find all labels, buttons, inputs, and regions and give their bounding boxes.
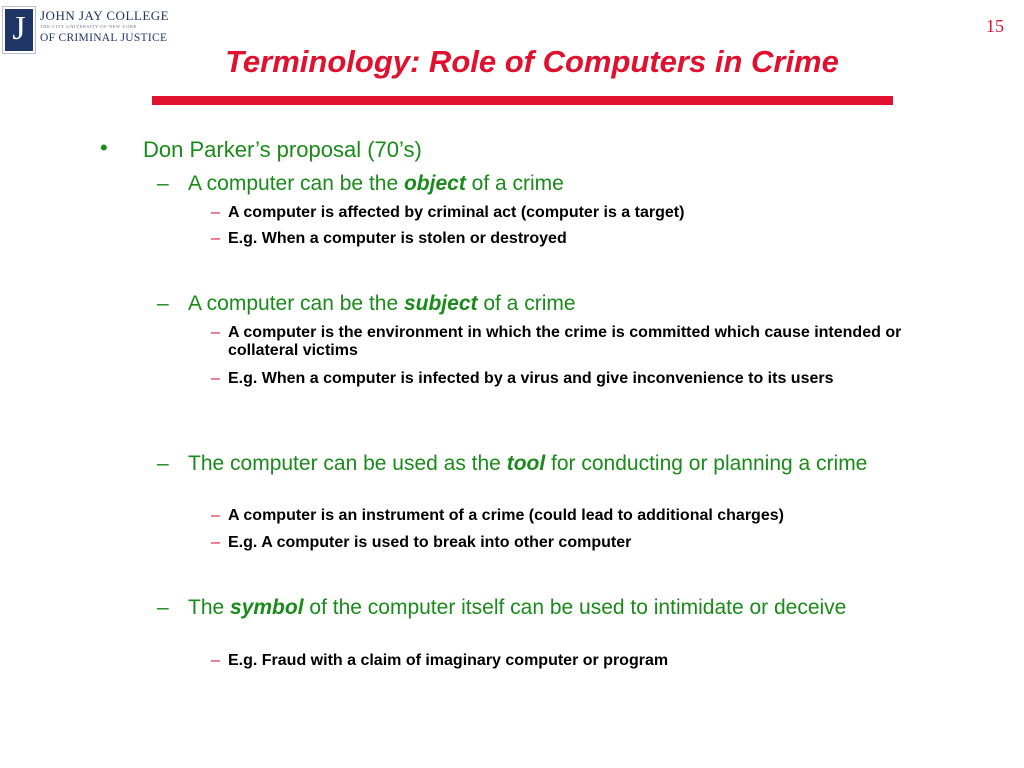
subpoint-text: E.g. When a computer is infected by a virus and give inconvenience to its users [228, 370, 834, 387]
dash-marker: – [157, 596, 169, 619]
logo-mark: J [2, 6, 36, 54]
dash-marker: – [211, 324, 220, 341]
subpoint [211, 230, 567, 248]
subpoint-text: A computer is the environment in which the crime is committed which cause intended or collateral victims [228, 324, 902, 359]
subpoint [211, 534, 632, 552]
dash-marker: – [211, 507, 220, 524]
dash-marker: – [157, 292, 169, 315]
heading-text: The [188, 596, 231, 619]
logo-line-2: THE CITY UNIVERSITY OF NEW YORK [40, 24, 138, 29]
dash-marker: – [211, 370, 220, 387]
emphasis-term: symbol [230, 596, 304, 619]
section-object-heading [157, 172, 564, 196]
section-subject-heading [157, 292, 576, 316]
section-symbol-heading [157, 596, 847, 620]
subpoint [211, 204, 685, 222]
dash-marker: – [211, 204, 220, 221]
subpoint [211, 652, 669, 670]
dash-marker: – [157, 452, 169, 475]
logo-line-1: JOHN JAY COLLEGE [40, 8, 170, 23]
heading-text: of a crime [465, 172, 564, 195]
slide-title: Terminology: Role of Computers in Crime [225, 44, 839, 79]
subpoint [211, 370, 834, 388]
subpoint-text: E.g. A computer is used to break into other computer [228, 534, 632, 551]
subpoint-text: E.g. When a computer is stolen or destroyed [228, 230, 567, 247]
dash-marker: – [211, 534, 220, 551]
subpoint-text: A computer is an instrument of a crime (could lead to additional charges) [228, 507, 784, 524]
emphasis-term: tool [506, 452, 546, 475]
subpoint [211, 324, 902, 359]
emphasis-term: subject [403, 292, 478, 315]
heading-text: for conducting or planning a crime [545, 452, 868, 475]
logo-line-3: OF CRIMINAL JUSTICE [40, 32, 168, 44]
heading-text: of a crime [477, 292, 576, 315]
subpoint-text: E.g. Fraud with a claim of imaginary computer or program [228, 652, 669, 669]
dash-marker: – [211, 230, 220, 247]
dash-marker: – [211, 652, 220, 669]
top-bullet-text: Don Parker’s proposal (70’s) [143, 137, 422, 162]
dash-marker: – [157, 172, 169, 195]
bullet-dot-icon: • [100, 135, 108, 160]
emphasis-term: object [403, 172, 466, 195]
heading-text: A computer can be the [188, 172, 404, 195]
section-tool-heading [157, 452, 868, 476]
subpoint [211, 507, 784, 525]
slide-number: 15 [986, 16, 1004, 36]
heading-text: The computer can be used as the [188, 452, 507, 475]
heading-text: of the computer itself can be used to intimidate or deceive [303, 596, 847, 619]
heading-text: A computer can be the [188, 292, 404, 315]
subpoint-text: A computer is affected by criminal act (computer is a target) [228, 204, 685, 221]
